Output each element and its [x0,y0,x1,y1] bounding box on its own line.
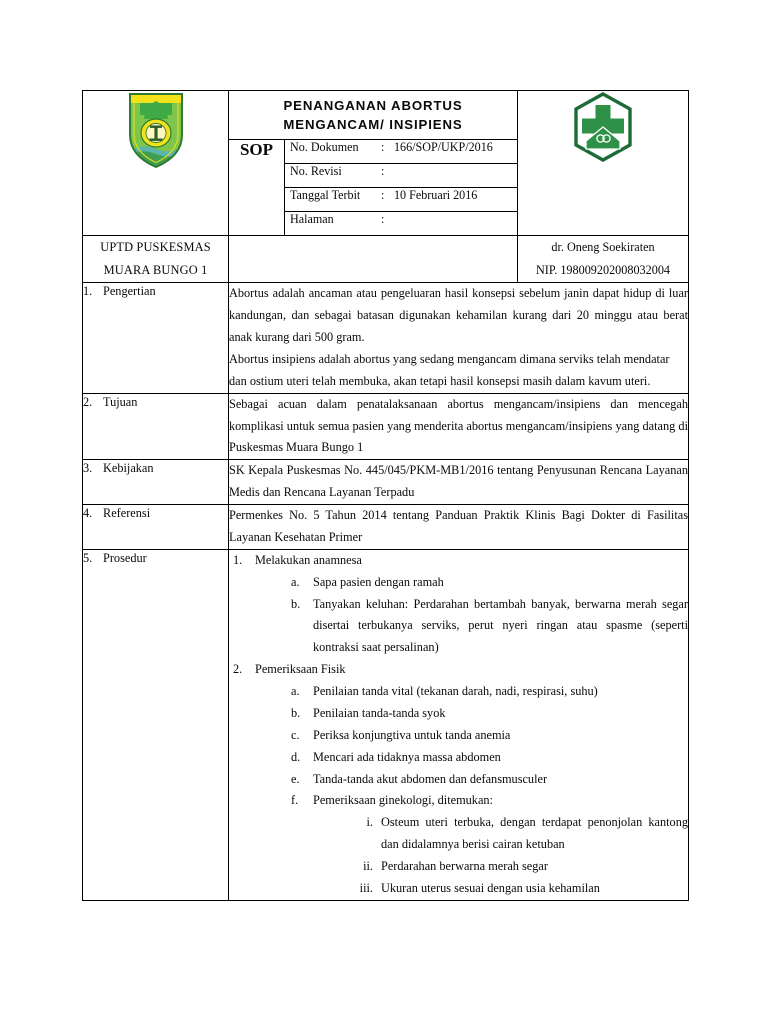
procedure-item-marker: d. [291,749,301,764]
procedure-item-marker: 2. [233,662,243,677]
section-row-pengertian [83,283,689,393]
puskesmas-hexagon-cross-logo-icon [570,91,636,163]
section-label-prosedur [83,549,229,900]
section-content-kebijakan [229,460,689,505]
section-content-tujuan [229,393,689,460]
procedure-item-marker: f. [291,793,299,808]
meta-key-tanggal-terbit: Tanggal Terbit [285,188,376,212]
meta-key-no-dokumen: No. Dokumen [285,140,376,164]
section-row-kebijakan [83,460,689,505]
procedure-item-text: Ukuran uterus sesuai dengan usia kehamilan [381,880,600,895]
procedure-item-marker: b. [291,596,301,611]
procedure-item-text: Mencari ada tidaknya massa abdomen [313,749,501,764]
document-title [229,91,517,139]
procedure-item-marker: iii. [359,880,373,895]
unit-name-line-2: MUARA BUNGO 1 [103,263,208,278]
meta-sep-no-revisi: : [376,164,389,188]
document-title-line-2: MENGANCAM/ INSIPIENS [283,116,463,132]
section-label-referensi [83,505,229,550]
procedure-item [347,812,688,856]
procedure-item [291,790,688,812]
procedure-item-text: Pemeriksaan Fisik [255,662,346,677]
meta-row-tanggal-terbit [285,188,517,212]
procedure-item [291,725,688,747]
procedure-item-marker: a. [291,574,300,589]
section-row-prosedur [83,549,689,900]
meta-value-no-revisi [389,164,517,188]
section-number-tujuan: 2. [83,394,93,409]
procedure-item-marker: b. [291,705,301,720]
section-title-pengertian: Pengertian [103,284,156,299]
meta-row-halaman [285,212,517,236]
procedure-item [291,747,688,769]
procedure-item-marker: a. [291,684,300,699]
section-title-tujuan: Tujuan [103,394,138,409]
sop-document-table [82,90,689,901]
procedure-item-marker: ii. [363,859,373,874]
identity-row [83,236,689,283]
procedure-item [291,572,688,594]
section-number-referensi: 4. [83,506,93,521]
meta-sep-tanggal-terbit: : [376,188,389,212]
kebijakan-paragraph-1: SK Kepala Puskesmas No. 445/045/PKM-MB1/2016 tentang Penyusunan Rencana Layanan Medis dan Rencana Layanan Terpadu [229,463,688,500]
signer-name: dr. Oneng Soekiraten [551,240,655,255]
procedure-item-text: Tanda-tanda akut abdomen dan defansmusculer [313,771,548,786]
procedure-item [233,659,688,681]
procedure-item [291,594,688,660]
procedure-item [291,769,688,791]
title-and-meta-cell [229,91,518,236]
procedure-item-text: Osteum uteri terbuka, dengan terdapat penonjolan kantong dan didalamnya berisi cairan ketuban [381,815,688,852]
meta-key-halaman: Halaman [290,212,334,227]
procedure-item-marker: i. [366,815,373,830]
unit-name-cell [83,236,229,283]
procedure-item-text: Penilaian tanda-tanda syok [313,705,446,720]
referensi-paragraph-1: Permenkes No. 5 Tahun 2014 tentang Panduan Praktik Klinis Bagi Dokter di Fasilitas Layanan Kesehatan Primer [229,508,688,544]
section-title-prosedur: Prosedur [103,550,147,565]
procedure-item-text: Tanyakan keluhan: Perdarahan bertambah banyak, berwarna merah segar disertai terbukanya serviks, perut nyeri ringan atau spasme (seperti kontraksi saat persalinan) [313,596,688,655]
section-number-kebijakan: 3. [83,461,93,476]
signer-cell [518,236,689,283]
procedure-item [233,550,688,572]
procedure-item-marker: c. [291,727,300,742]
procedure-list [229,550,688,900]
document-title-line-1: PENANGANAN ABORTUS [283,98,463,113]
pengertian-paragraph-1: Abortus adalah ancaman atau pengeluaran hasil konsepsi sebelum janin dapat hidup di luar kandungan, dan sebagai batasan digunakan kehamilan kurang dari 20 minggu atau berat anak kurang dari 500 gram. [229,286,688,345]
procedure-item-text: Melakukan anamnesa [255,552,362,567]
meta-value-halaman [389,212,517,236]
section-content-prosedur [229,549,689,900]
tujuan-paragraph-1: Sebagai acuan dalam penatalaksanaan abortus mengancam/insipiens dan mencegah komplikasi untuk semua pasien yang menderita abortus mengancam/insipiens yang datang di Puskesmas Muara Bungo 1 [229,396,688,455]
section-title-kebijakan: Kebijakan [103,461,154,476]
section-label-kebijakan [83,460,229,505]
section-content-referensi [229,505,689,550]
section-title-referensi: Referensi [103,506,151,521]
meta-row-no-dokumen [285,140,517,164]
procedure-item [291,703,688,725]
kabupaten-bungo-shield-emblem-icon [126,91,186,169]
sop-label: SOP [229,140,285,236]
procedure-item [291,681,688,703]
procedure-item-text: Pemeriksaan ginekologi, ditemukan: [313,793,493,808]
signer-nip: NIP. 198009202008032004 [535,263,671,278]
section-label-pengertian [83,283,229,393]
meta-value-tanggal-terbit: 10 Februari 2016 [389,188,517,212]
meta-key-no-revisi: No. Revisi [285,164,376,188]
meta-sep-no-dokumen: : [376,140,389,164]
meta-sep-halaman: : [381,212,385,227]
meta-row-no-revisi [285,164,517,188]
procedure-item-text: Penilaian tanda vital (tekanan darah, nadi, respirasi, suhu) [313,684,598,699]
procedure-item-text: Perdarahan berwarna merah segar [381,859,548,874]
unit-name-line-1: UPTD PUSKESMAS [100,240,211,255]
section-number-pengertian: 1. [83,284,93,299]
procedure-item-text: Sapa pasien dengan ramah [313,574,444,589]
section-row-tujuan [83,393,689,460]
section-label-tujuan [83,393,229,460]
header-row [83,91,689,236]
procedure-item-marker: e. [291,771,300,786]
meta-value-no-dokumen: 166/SOP/UKP/2016 [389,140,517,164]
section-content-pengertian [229,283,689,393]
pengertian-paragraph-2: Abortus insipiens adalah abortus yang sedang mengancam dimana serviks telah mendatar dan ostium uteri telah membuka, akan tetapi hasil konsepsi masih dalam kavum uteri. [229,351,670,388]
procedure-item [347,856,688,878]
section-number-prosedur: 5. [83,550,93,565]
left-logo-cell [83,91,229,236]
procedure-item-marker: 1. [233,552,243,567]
meta-rows-table [285,140,517,235]
document-meta-table [229,139,517,235]
procedure-item-text: Periksa konjungtiva untuk tanda anemia [313,727,511,742]
procedure-item [347,878,688,900]
signature-space-cell [229,236,518,283]
section-row-referensi [83,505,689,550]
right-logo-cell [518,91,689,236]
